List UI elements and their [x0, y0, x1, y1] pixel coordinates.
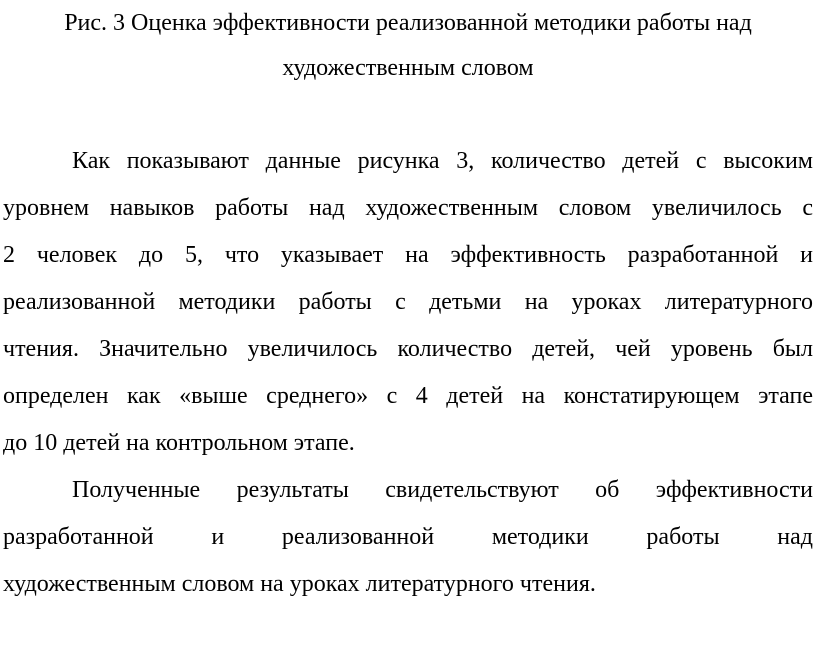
figure-caption-line-2: художественным словом [282, 55, 534, 81]
paragraph-1-line-7: до 10 детей на контрольном этапе. [3, 430, 355, 456]
paragraph-1-line-1: Как показывают данные рисунка 3, количество детей с высоким [72, 148, 813, 174]
paragraph-1-line-5: чтения. Значительно увеличилось количество детей, чей уровень был [3, 336, 813, 362]
paragraph-2-line-3: художественным словом на уроках литературного чтения. [3, 571, 596, 597]
paragraph-1-line-2: уровнем навыков работы над художественным словом увеличилось с [3, 195, 813, 221]
paragraph-2-line-2: разработанной и реализованной методики работы над [3, 524, 813, 550]
paragraph-1-line-3: 2 человек до 5, что указывает на эффективность разработанной и [3, 242, 813, 268]
paragraph-1-line-6: определен как «выше среднего» с 4 детей на констатирующем этапе [3, 383, 813, 409]
figure-caption-line-1: Рис. 3 Оценка эффективности реализованной методики работы над [64, 10, 752, 36]
paragraph-1-line-4: реализованной методики работы с детьми на уроках литературного [3, 289, 813, 315]
paragraph-2-line-1: Полученные результаты свидетельствуют об эффективности [72, 477, 813, 503]
